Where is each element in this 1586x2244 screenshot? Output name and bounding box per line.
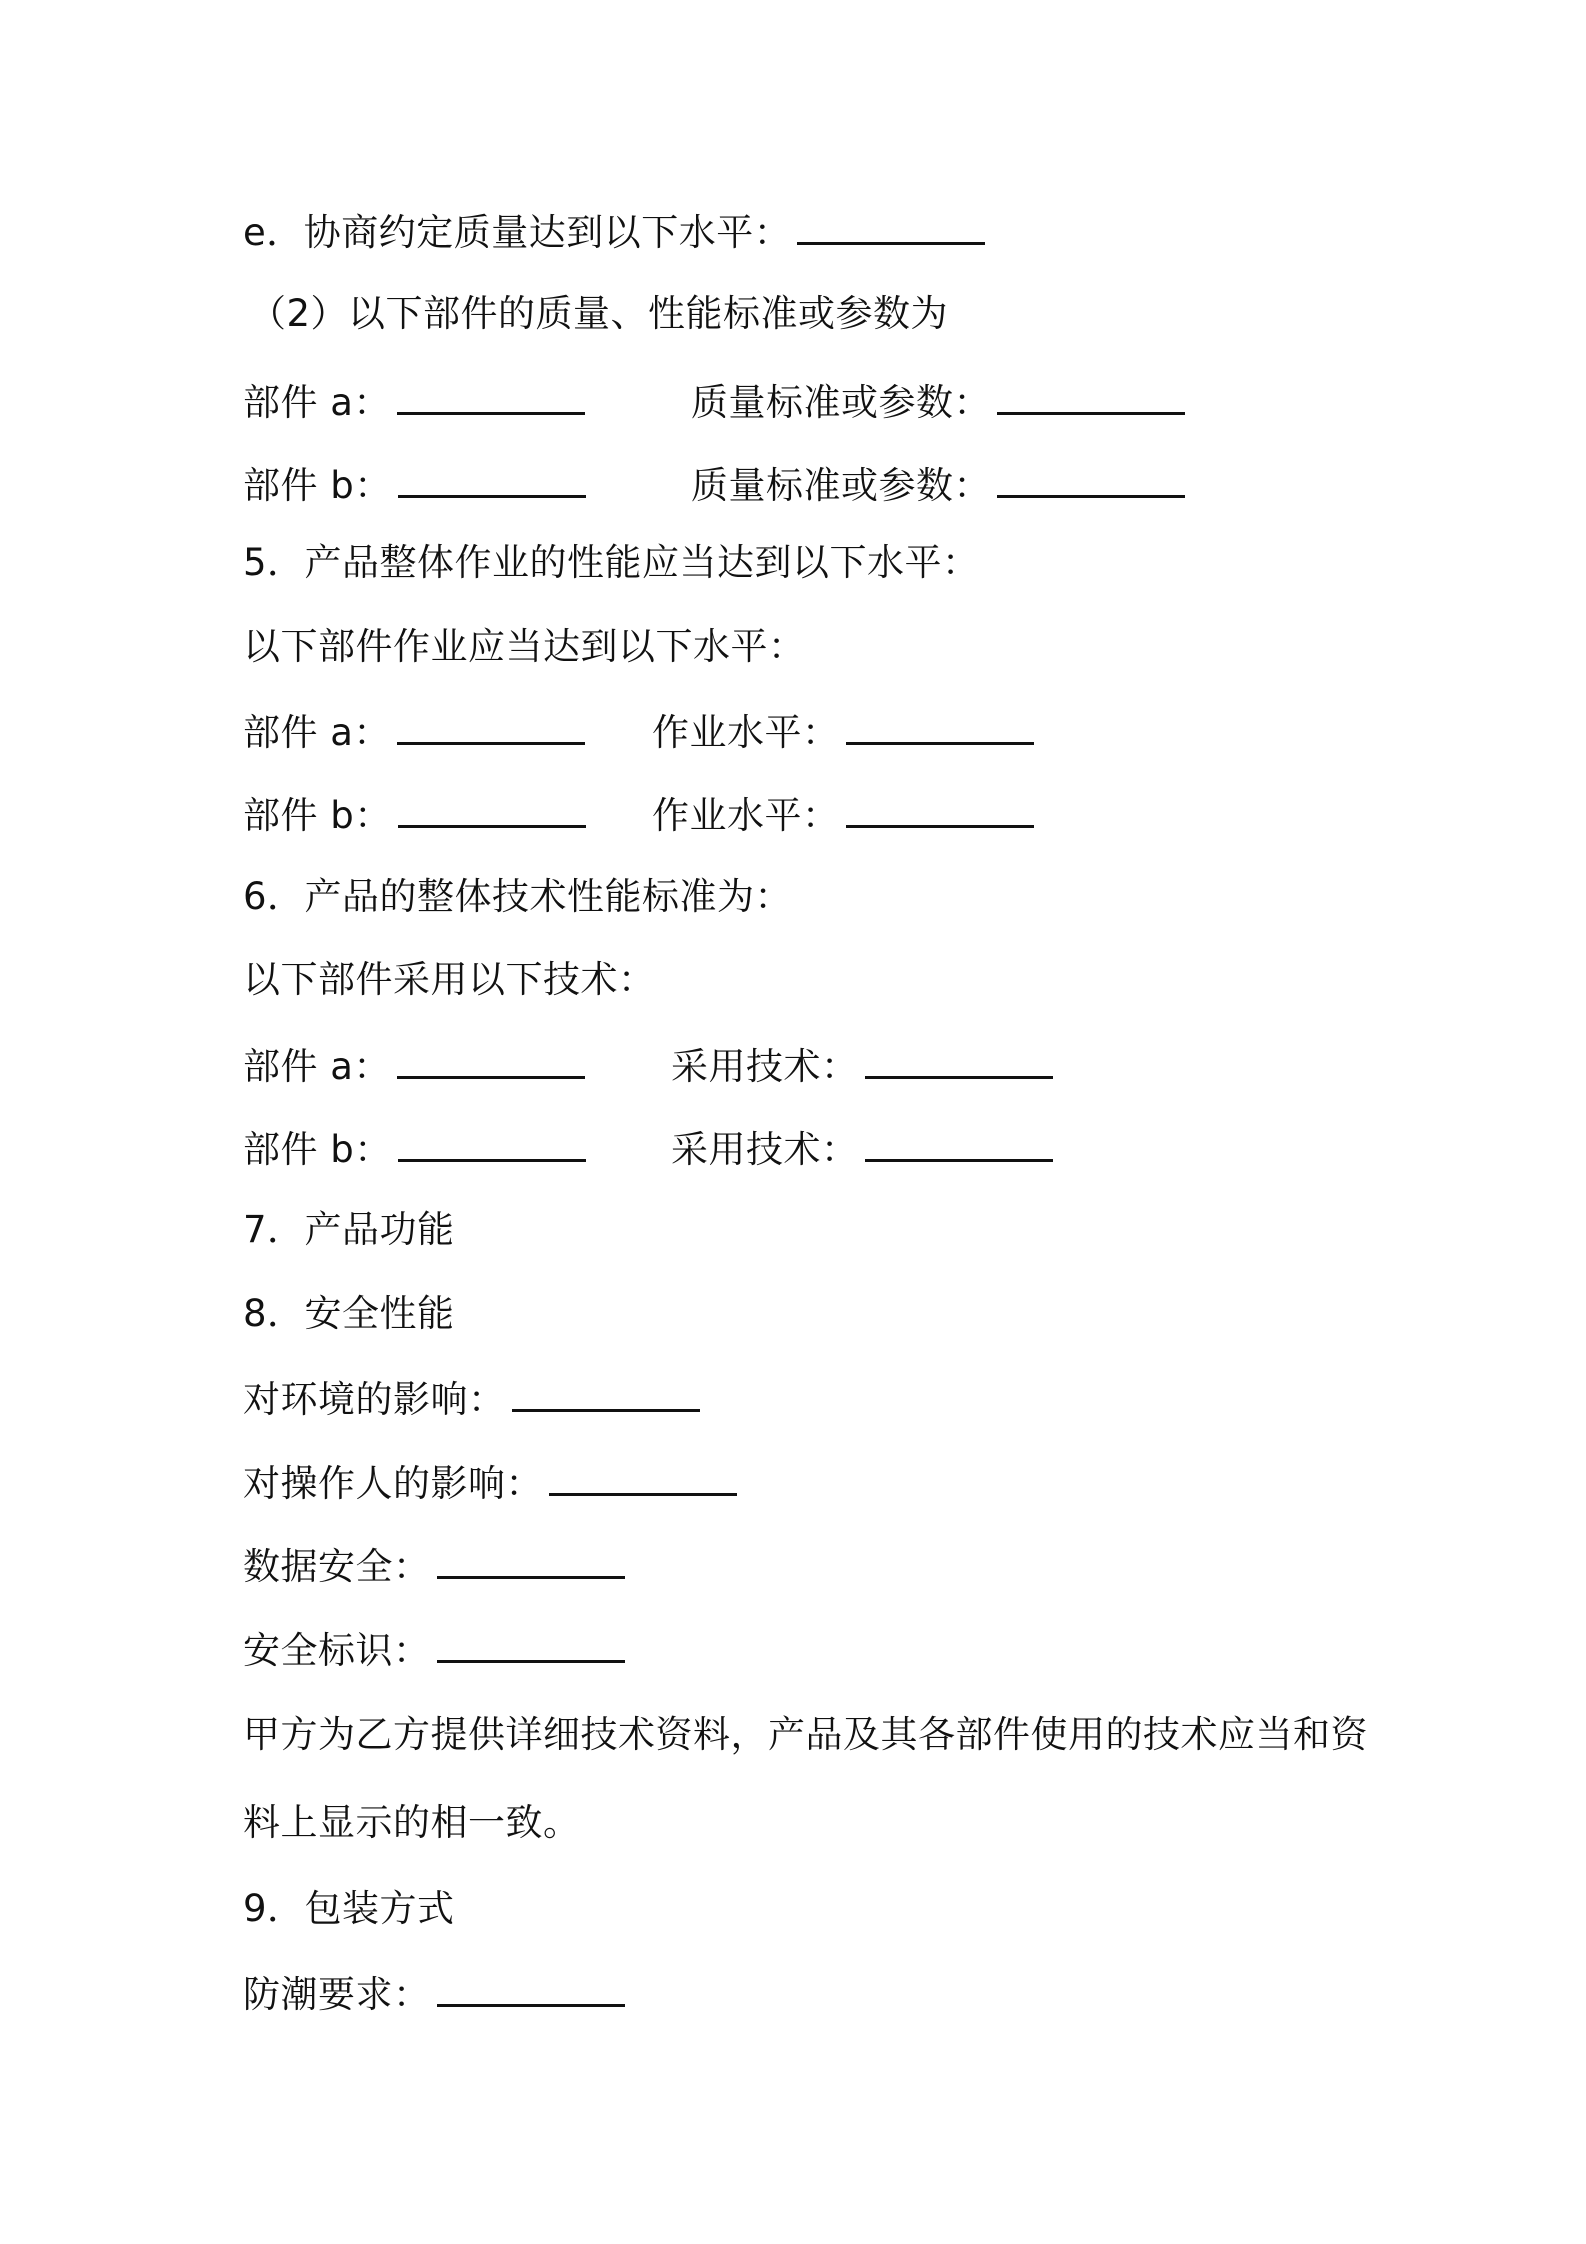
blank-field[interactable] [398, 459, 586, 498]
tech-used-label: 采用技术： [671, 1128, 859, 1171]
data-security-label: 数据安全： [243, 1545, 431, 1588]
blank-field[interactable] [512, 1373, 700, 1412]
blank-field[interactable] [398, 789, 586, 828]
paragraph-line-2: 料上显示的相一致。 [243, 1801, 581, 1844]
work-level-label: 作业水平： [652, 711, 840, 754]
blank-field[interactable] [865, 1040, 1053, 1079]
blank-field[interactable] [549, 1457, 737, 1496]
section-2-heading: （2）以下部件的质量、性能标准或参数为 [249, 292, 949, 335]
blank-field[interactable] [846, 706, 1034, 745]
blank-field[interactable] [797, 206, 985, 245]
operator-impact-line [243, 1457, 737, 1508]
part-a-label: 部件 a： [243, 381, 391, 424]
section-5-heading: 5．产品整体作业的性能应当达到以下水平： [243, 541, 980, 584]
safety-mark-line [243, 1624, 625, 1675]
blank-field[interactable] [397, 1040, 585, 1079]
part-a-label: 部件 a： [243, 1045, 391, 1088]
work-row-b [243, 789, 1343, 837]
moisture-line [243, 1968, 625, 2019]
section-8-heading: 8．安全性能 [243, 1292, 455, 1335]
blank-field[interactable] [846, 789, 1034, 828]
part-b-label: 部件 b： [243, 464, 392, 507]
quality-agreement-line [243, 206, 985, 257]
tech-used-label: 采用技术： [671, 1045, 859, 1088]
blank-field[interactable] [437, 1540, 625, 1579]
blank-field[interactable] [865, 1123, 1053, 1162]
blank-field[interactable] [397, 376, 585, 415]
section-9-heading: 9．包装方式 [243, 1887, 455, 1930]
part-b-label: 部件 b： [243, 794, 392, 837]
blank-field[interactable] [437, 1624, 625, 1663]
tech-row-a [243, 1040, 1343, 1088]
quality-standard-label: 质量标准或参数： [691, 381, 991, 424]
quality-agreement-label: e．协商约定质量达到以下水平： [243, 211, 792, 254]
blank-field[interactable] [398, 1123, 586, 1162]
blank-field[interactable] [997, 376, 1185, 415]
moisture-label: 防潮要求： [243, 1973, 431, 2016]
section-6-subheading: 以下部件采用以下技术： [243, 958, 656, 1001]
env-impact-label: 对环境的影响： [243, 1378, 506, 1421]
quality-row-b [243, 459, 1343, 507]
paragraph-line-1: 甲方为乙方提供详细技术资料，产品及其各部件使用的技术应当和资 [243, 1713, 1368, 1756]
work-row-a [243, 706, 1343, 754]
blank-field[interactable] [397, 706, 585, 745]
env-impact-line [243, 1373, 700, 1424]
part-a-label: 部件 a： [243, 711, 391, 754]
work-level-label: 作业水平： [652, 794, 840, 837]
safety-mark-label: 安全标识： [243, 1629, 431, 1672]
section-6-heading: 6．产品的整体技术性能标准为： [243, 875, 793, 918]
blank-field[interactable] [437, 1968, 625, 2007]
part-b-label: 部件 b： [243, 1128, 392, 1171]
tech-row-b [243, 1123, 1343, 1171]
section-5-subheading: 以下部件作业应当达到以下水平： [243, 625, 806, 668]
data-security-line [243, 1540, 625, 1591]
quality-standard-label: 质量标准或参数： [691, 464, 991, 507]
blank-field[interactable] [997, 459, 1185, 498]
section-7-heading: 7．产品功能 [243, 1208, 455, 1251]
quality-row-a [243, 376, 1343, 424]
operator-impact-label: 对操作人的影响： [243, 1462, 543, 1505]
